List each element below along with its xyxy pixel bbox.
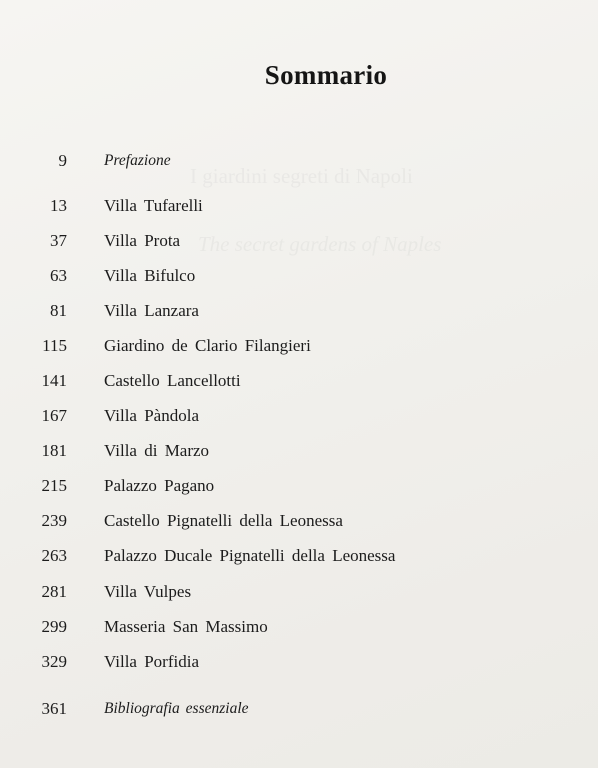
toc-row [0, 474, 598, 498]
toc-entry-title: Villa Tufarelli [104, 196, 203, 215]
toc-entry-title: Giardino de Clario Filangieri [104, 336, 311, 355]
toc-entry-title: Bibliografia essenziale [104, 700, 249, 717]
toc-entry-title: Villa Lanzara [104, 301, 199, 320]
toc-row [0, 194, 598, 218]
toc-row [0, 264, 598, 288]
toc-entry-title: Villa Pàndola [104, 406, 199, 425]
toc-entry-title: Castello Lancellotti [104, 371, 241, 390]
toc-row-bibliografia [0, 697, 598, 721]
toc-entry-title: Castello Pignatelli della Leonessa [104, 511, 343, 530]
toc-entry-title: Villa Porfidia [104, 652, 199, 671]
toc-entry-title: Palazzo Pagano [104, 476, 215, 495]
toc-row [0, 544, 598, 568]
toc-page-number: 63 [50, 266, 67, 285]
toc-entry-title: Villa di Marzo [104, 441, 210, 460]
toc-page-number: 263 [41, 546, 67, 565]
toc-entry-title: Masseria San Massimo [104, 617, 268, 636]
toc-page-number: 13 [50, 196, 67, 215]
toc-row [0, 615, 598, 639]
toc-row [0, 509, 598, 533]
toc-page-number: 239 [41, 511, 67, 530]
toc-row [0, 334, 598, 358]
toc-entry-title: Prefazione [104, 152, 171, 169]
toc-page-number: 167 [41, 406, 67, 425]
toc-page-number: 9 [58, 151, 67, 170]
toc-entry-title: Villa Bifulco [104, 266, 196, 285]
toc-row [0, 229, 598, 253]
toc-page-number: 115 [42, 336, 67, 355]
show-through-text-line-2: The secret gardens of Naples [198, 232, 442, 256]
toc-page-number: 181 [41, 441, 67, 460]
toc-page-number: 215 [41, 476, 67, 495]
toc-row [0, 369, 598, 393]
toc-page-number: 361 [41, 699, 67, 718]
page-title: Sommario [264, 60, 388, 90]
toc-entry-title: Villa Prota [104, 231, 181, 250]
toc-row [0, 299, 598, 323]
toc-row [0, 439, 598, 463]
toc-page-number: 141 [41, 371, 67, 390]
toc-page-number: 281 [41, 582, 67, 601]
toc-page-number: 329 [41, 652, 67, 671]
show-through-text-line-1: I giardini segreti di Napoli [190, 164, 413, 188]
toc-row [0, 650, 598, 674]
toc-page-number: 37 [50, 231, 67, 250]
toc-row [0, 404, 598, 428]
toc-page-number: 81 [50, 301, 67, 320]
toc-row [0, 580, 598, 604]
toc-entry-title: Palazzo Ducale Pignatelli della Leonessa [104, 546, 396, 565]
toc-row-prefazione [0, 149, 598, 173]
toc-entry-title: Villa Vulpes [104, 582, 192, 601]
toc-page-number: 299 [41, 617, 67, 636]
